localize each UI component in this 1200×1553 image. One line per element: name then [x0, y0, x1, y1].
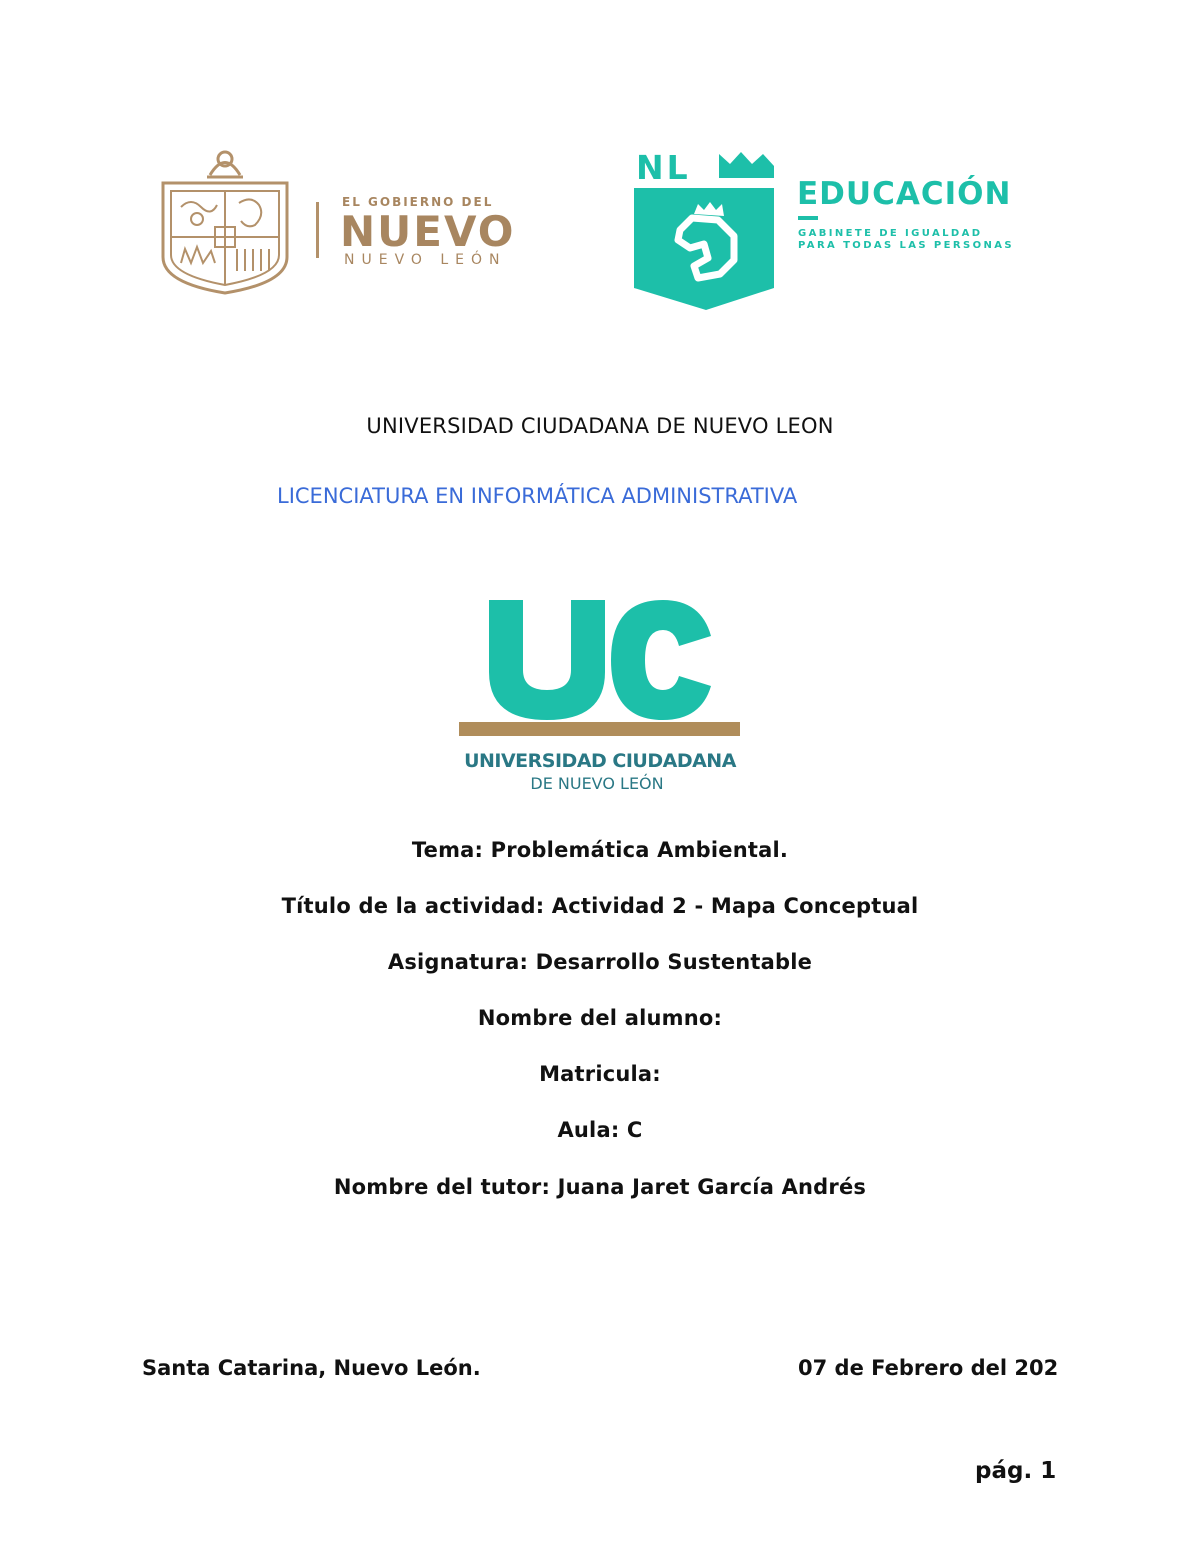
uc-gold-bar: [459, 722, 740, 736]
uc-logo: [455, 590, 745, 800]
gobierno-line2: NUEVO: [340, 207, 516, 256]
uc-name: UNIVERSIDAD CIUDADANA: [464, 750, 736, 772]
nl-educacion-logo: [630, 148, 1070, 313]
program-title: LICENCIATURA EN INFORMÁTICA ADMINISTRATIVA: [277, 484, 798, 508]
asignatura-line: Asignatura: Desarrollo Sustentable: [387, 950, 813, 974]
university-title: UNIVERSIDAD CIUDADANA DE NUEVO LEON: [366, 414, 834, 438]
place-text: Santa Catarina, Nuevo León.: [142, 1356, 481, 1380]
uc-letters-icon: [455, 590, 745, 722]
coat-of-arms-icon: [155, 145, 295, 297]
educacion-title: EDUCACIÓN: [797, 176, 1012, 212]
tutor-line: Nombre del tutor: Juana Jaret García Andrés: [333, 1175, 867, 1199]
nl-letters: NL: [636, 148, 691, 187]
titulo-line: Título de la actividad: Actividad 2 - Mapa Conceptual: [281, 894, 919, 918]
gobierno-nuevo-leon-logo: [150, 140, 570, 305]
matricula-line: Matricula:: [539, 1062, 661, 1086]
aula-line: Aula: C: [557, 1118, 643, 1142]
logo-divider: [316, 202, 319, 258]
gobierno-line3: NUEVO LEÓN: [344, 252, 507, 268]
tema-line: Tema: Problemática Ambiental.: [411, 838, 789, 862]
educacion-subtitle-line1: GABINETE DE IGUALDAD: [798, 228, 983, 239]
page-number: pág. 1: [975, 1458, 1057, 1484]
educacion-dash: [798, 216, 818, 220]
alumno-line: Nombre del alumno:: [477, 1006, 723, 1030]
uc-subname: DE NUEVO LEÓN: [530, 774, 664, 793]
educacion-subtitle-line2: PARA TODAS LAS PERSONAS: [798, 240, 1014, 251]
gobierno-line1: EL GOBIERNO DEL: [342, 195, 494, 209]
date-text: 07 de Febrero del 202: [798, 1356, 1059, 1380]
